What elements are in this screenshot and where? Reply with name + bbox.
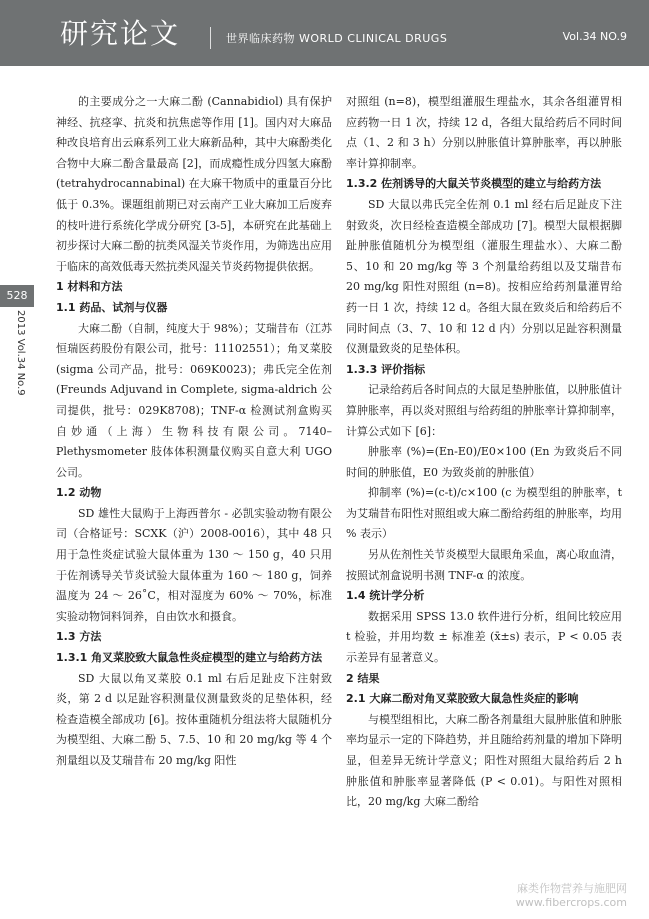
paragraph: 大麻二酚（自制，纯度大于 98%）；艾瑞昔布（江苏恒瑞医药股份有限公司，批号：11102551）；角叉菜胶 (sigma 公司产品，批号：069K0023)；弗氏完全佐剂 (Freunds Adjuvand in Complete, sigma-aldrich 公司提供，批号：029K8708)；TNF-α 检测试剂盒购买自妙通（上海）生物科技有限公司。7140–Plethysmometer 肢体体积测量仪购买自意大利 UGO 公司。: [56, 321, 332, 479]
right-text-column: [346, 92, 622, 813]
paragraph: 另从佐剂性关节炎模型大鼠眼角采血，离心取血清，按照试剂盒说明书测 TNF-α 的浓度。: [346, 548, 622, 582]
paragraph: 与模型组相比，大麻二酚各剂量组大鼠肿胀值和肿胀率均显示一定的下降趋势，并且随给药剂量的增加下降明显，但差异无统计学意义；阳性对照组大鼠给药后 2 h 肿胀值和肿胀率显著降低 (P < 0.01)。与阳性对照相比，20 mg/kg 大麻二酚给: [346, 712, 622, 809]
subsection-heading: 1.3.2 佐剂诱导的大鼠关节炎模型的建立与给药方法: [346, 177, 602, 191]
paragraph: 的主要成分之一大麻二酚 (Cannabidiol) 具有保护神经、抗痉挛、抗炎和抗焦虑等作用 [1]。国内对大麻品种改良培育出云麻系列工业大麻新品种，其中大麻酚类化合物中大麻二酚含量最高 [2]，而成瘾性成分四氢大麻酚 (tetrahydrocannabinal) 在大麻干物质中的重量百分比低于 0.3%。课题组前期已对云南产工业大麻加工后废弃的枝叶进行系统化学成分研究 [3-5]，本研究在此基础上初步探讨大麻二酚的抗类风湿关节炎作用，为筛选出应用于临床的高效低毒天然抗类风湿关节炎药物提供依据。: [56, 95, 332, 273]
watermark-line2: www.fibercrops.com: [515, 896, 627, 909]
paragraph: 记录给药后各时间点的大鼠足垫肿胀值，以肿胀值计算肿胀率，再以炎对照组与给药组的肿胀率计算抑制率，计算公式如下 [6]：: [346, 383, 622, 438]
subsection-heading: 1.3.1 角叉菜胶致大鼠急性炎症模型的建立与给药方法: [56, 651, 323, 665]
paragraph: 肿胀率 (%)=(En-E0)/E0×100 (En 为致炎后不同时间的肿胀值，E0 为致炎前的肿胀值）: [346, 445, 622, 479]
left-text-column: [56, 92, 332, 772]
watermark-line1: 麻类作物营养与施肥网: [517, 882, 627, 895]
subsection-heading: 1.1 药品、试剂与仪器: [56, 300, 168, 314]
subsection-heading: 1.3 方法: [56, 630, 102, 644]
section-title: 研究论文: [60, 17, 181, 50]
subsection-heading: 1.4 统计学分析: [346, 589, 425, 603]
subsection-heading: 1.2 动物: [56, 486, 102, 500]
section-heading: 1 材料和方法: [56, 280, 123, 294]
paragraph: SD 大鼠以弗氏完全佐剂 0.1 ml 经右后足趾皮下注射致炎，次日经检查造模全部成功 [7]。模型大鼠根据脚趾肿胀值随机分为模型组（灌服生理盐水）、大麻二酚 5、10 和 20 mg/kg 等 3 个剂量给药组以及艾瑞昔布 20 mg/kg 阳性对照组 (n=8)。按相应给药剂量灌胃给药一日 1 次，持续 12 d。各组大鼠在致炎后和给药后不同时间点（3、7、10 和 12 d 内）分别以足趾容积测量仪测量致炎的足垫体积。: [346, 197, 622, 356]
volume-number: Vol.34 NO.9: [562, 30, 627, 43]
paragraph: 数据采用 SPSS 13.0 软件进行分析，组间比较应用 t 检验，并用均数 ± 标准差 (x̄±s) 表示，P < 0.05 表示差异有显著意义。: [346, 609, 622, 665]
section-heading: 2 结果: [346, 671, 380, 685]
paragraph: 抑制率 (%)=(c-t)/c×100 (c 为模型组的肿胀率，t 为艾瑞昔布阳性对照组或大麻二酚给药组的肿胀率，均用 % 表示）: [346, 486, 622, 541]
page-number: 528: [0, 285, 34, 307]
watermark: [516, 882, 627, 910]
paragraph: 对照组 (n=8)，模型组灌服生理盐水，其余各组灌胃相应药物一日 1 次，持续 12 d，各组大鼠给药后不同时间点（1、2 和 3 h）分别以肿胀值计算肿胀率，再以肿胀率计算抑制率。: [346, 95, 622, 170]
subsection-heading: 2.1 大麻二酚对角叉菜胶致大鼠急性炎症的影响: [346, 692, 579, 706]
journal-name: 世界临床药物 WORLD CLINICAL DRUGS: [226, 32, 448, 45]
paragraph: SD 大鼠以角叉菜胶 0.1 ml 右后足趾皮下注射致炎，第 2 d 以足趾容积测量仪测量致炎的足垫体积，经检查造模全部成功 [6]。按体重随机分组法将大鼠随机分为模型组、大麻二酚 5、7.5、10 和 20 mg/kg 等 4 个剂量组以及艾瑞昔布 20 mg/kg 阳性: [56, 671, 332, 767]
side-issue-label: 2013 Vol.34 No.9: [15, 310, 26, 396]
subsection-heading: 1.3.3 评价指标: [346, 362, 426, 376]
page-header: [0, 0, 649, 66]
paragraph: SD 雄性大鼠购于上海西普尔 - 必凯实验动物有限公司（合格证号：SCXK（沪）2008-0016），其中 48 只用于急性炎症试验大鼠体重为 130 ～ 150 g，40 只用于佐剂诱导关节炎试验大鼠体重为 160 ～ 180 g，饲养温度为 24 ～ 26˚C，相对湿度为 60% ～ 70%，标准实验动物饲料饲养，自由饮水和摄食。: [56, 506, 332, 623]
header-divider: [210, 27, 211, 49]
